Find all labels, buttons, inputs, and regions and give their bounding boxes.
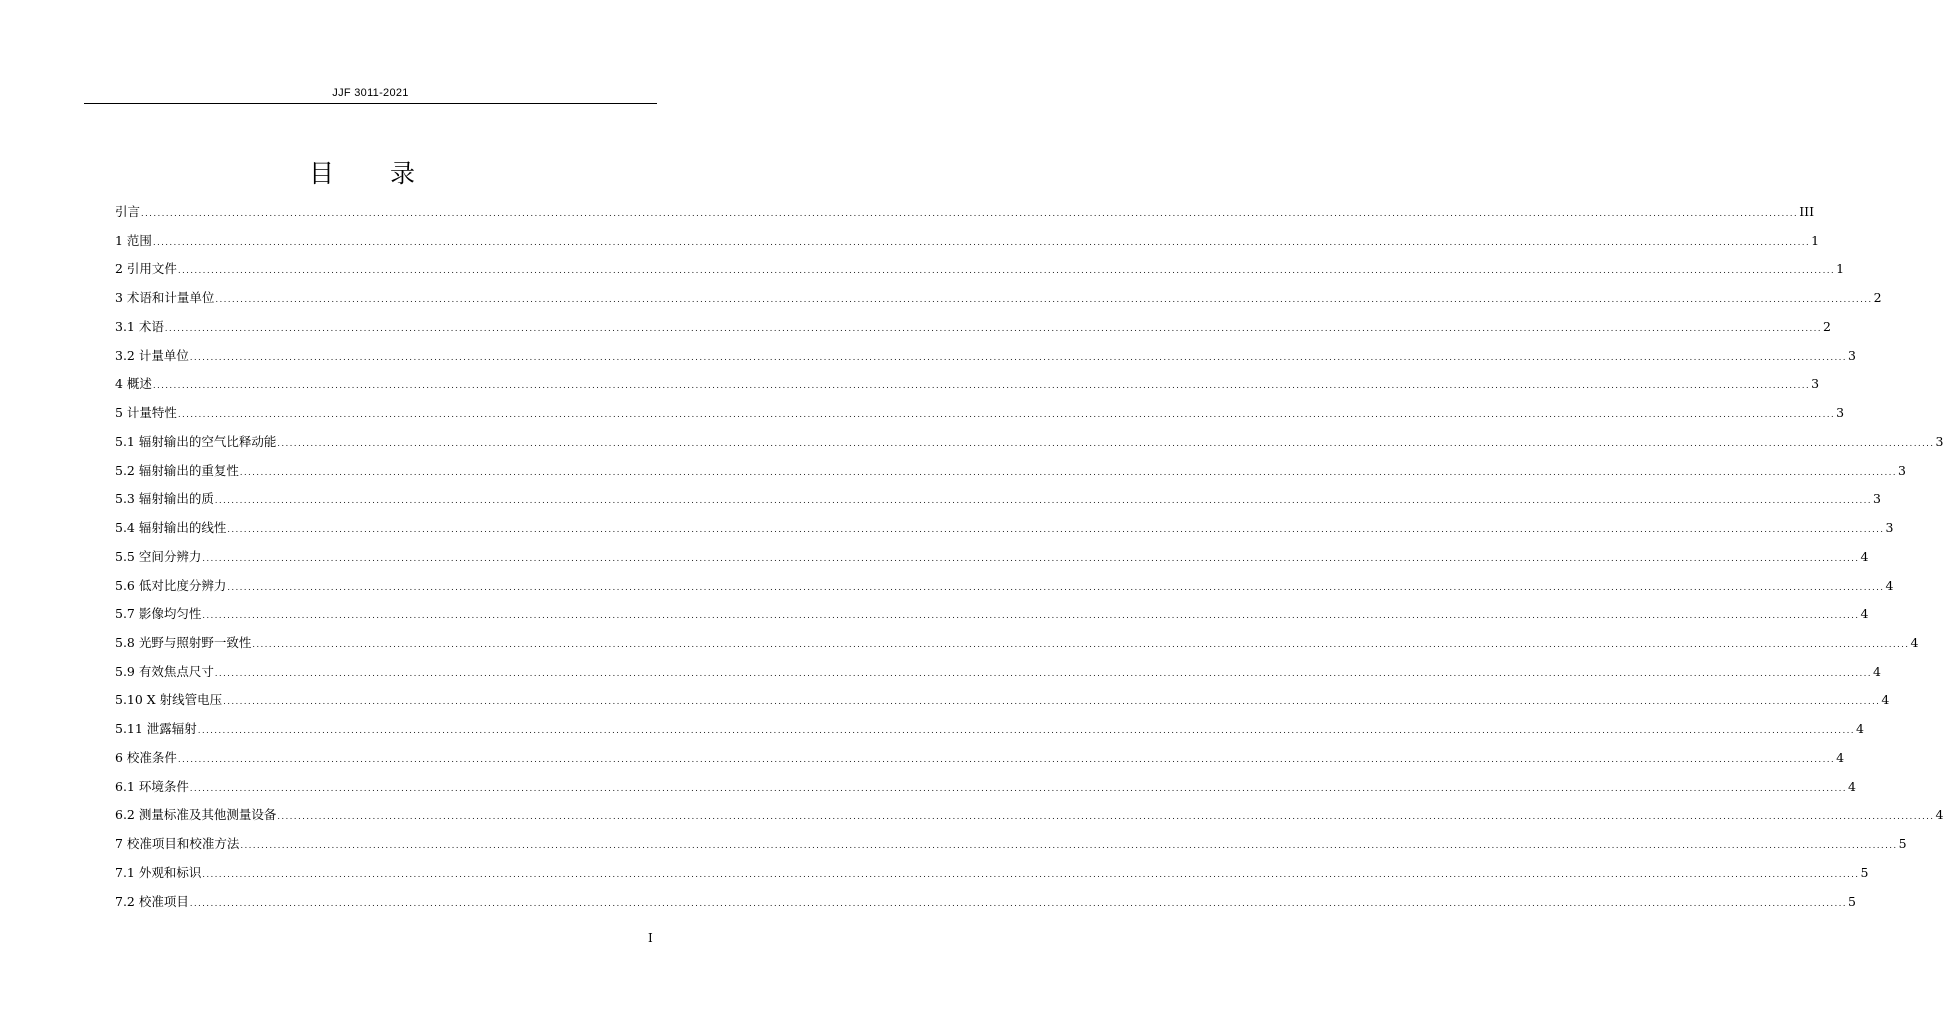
toc-entry-page: 5	[1898, 836, 1907, 852]
toc-leader-dots: ................................................................................................................................................................................................................................................................................................................................................................................................................	[215, 295, 1873, 305]
toc-entry-page: 3	[1848, 347, 1856, 363]
toc-entry[interactable]	[115, 576, 1894, 605]
toc-entry[interactable]	[115, 403, 1845, 432]
toc-entry-page: 4	[1873, 663, 1881, 679]
toc-entry[interactable]	[115, 346, 1856, 375]
toc-entry-label: 5.5 空间分辨力	[115, 548, 202, 564]
toc-entry[interactable]	[115, 748, 1845, 777]
toc-entry-page: 3	[1811, 376, 1820, 392]
header-rule	[84, 103, 657, 104]
toc-entry[interactable]	[115, 374, 1820, 403]
toc-entry-label: 5.10 X 射线管电压	[115, 692, 223, 708]
toc-entry-label: 7.2 校准项目	[115, 893, 189, 909]
toc-entry-page: 5	[1860, 864, 1869, 880]
toc-entry-page: 2	[1873, 290, 1882, 306]
toc-entry[interactable]	[115, 863, 1869, 892]
toc-entry-label: 5.4 辐射输出的线性	[115, 520, 227, 536]
toc-entry[interactable]	[115, 518, 1894, 547]
toc-leader-dots: ................................................................................................................................................................................................................................................................................................................................................................................................................	[227, 525, 1885, 535]
toc-leader-dots: ................................................................................................................................................................................................................................................................................................................................................................................................................	[202, 611, 1860, 621]
toc-entry-label: 1 范围	[115, 232, 152, 248]
toc-entry-label: 7.1 外观和标识	[115, 864, 202, 880]
page-title: 目 录	[309, 159, 439, 188]
toc-entry-page: 5	[1848, 893, 1856, 909]
toc-entry[interactable]	[115, 432, 1944, 461]
toc-entry-page: 3	[1898, 462, 1906, 478]
toc-entry[interactable]	[115, 231, 1820, 260]
toc-leader-dots: ................................................................................................................................................................................................................................................................................................................................................................................................................	[214, 496, 1873, 506]
toc-entry[interactable]	[115, 547, 1869, 576]
toc-entry-page: 3	[1885, 520, 1894, 536]
toc-entry[interactable]	[115, 805, 1944, 834]
toc-leader-dots: ................................................................................................................................................................................................................................................................................................................................................................................................................	[227, 582, 1885, 592]
toc-entry-label: 5.1 辐射输出的空气比释动能	[115, 433, 277, 449]
toc-entry-label: 5.2 辐射输出的重复性	[115, 462, 239, 478]
toc-leader-dots: ................................................................................................................................................................................................................................................................................................................................................................................................................	[240, 841, 1898, 851]
toc-entry[interactable]	[115, 317, 1831, 346]
toc-entry-page: 4	[1836, 749, 1845, 765]
toc-leader-dots: ................................................................................................................................................................................................................................................................................................................................................................................................................	[189, 352, 1848, 362]
toc-leader-dots: ................................................................................................................................................................................................................................................................................................................................................................................................................	[177, 410, 1836, 420]
toc-entry-label: 5.3 辐射输出的质	[115, 491, 214, 507]
running-header: JJF 3011-2021	[332, 87, 409, 99]
toc-entry-label: 3.2 计量单位	[115, 347, 189, 363]
toc-leader-dots: ................................................................................................................................................................................................................................................................................................................................................................................................................	[141, 209, 1799, 218]
toc-entry[interactable]	[115, 719, 1864, 748]
toc-entry-page: 4	[1885, 577, 1894, 593]
toc-entry[interactable]	[115, 461, 1906, 490]
toc-entry-page: 3	[1836, 405, 1845, 421]
toc-leader-dots: ................................................................................................................................................................................................................................................................................................................................................................................................................	[202, 553, 1860, 563]
toc-leader-dots: ................................................................................................................................................................................................................................................................................................................................................................................................................	[252, 640, 1910, 650]
toc-leader-dots: ................................................................................................................................................................................................................................................................................................................................................................................................................	[164, 323, 1823, 333]
toc-entry-page: 3	[1935, 433, 1944, 449]
toc-leader-dots: ................................................................................................................................................................................................................................................................................................................................................................................................................	[277, 812, 1935, 822]
toc-leader-dots: ................................................................................................................................................................................................................................................................................................................................................................................................................	[277, 438, 1935, 448]
toc-entry-page: 2	[1823, 318, 1831, 334]
toc-entry-label: 6.2 测量标准及其他测量设备	[115, 807, 277, 823]
toc-entry[interactable]	[115, 777, 1856, 806]
toc-entry-label: 3 术语和计量单位	[115, 290, 215, 306]
table-of-contents	[115, 202, 1944, 920]
toc-entry-page: 4	[1860, 606, 1869, 622]
toc-entry-page: 4	[1935, 807, 1944, 823]
toc-entry[interactable]	[115, 690, 1890, 719]
toc-leader-dots: ................................................................................................................................................................................................................................................................................................................................................................................................................	[152, 381, 1811, 391]
toc-entry[interactable]	[115, 604, 1869, 633]
toc-entry[interactable]	[115, 202, 1815, 231]
toc-entry[interactable]	[115, 489, 1881, 518]
toc-entry[interactable]	[115, 288, 1882, 317]
toc-entry-page: 4	[1856, 721, 1864, 737]
toc-leader-dots: ................................................................................................................................................................................................................................................................................................................................................................................................................	[189, 783, 1848, 793]
toc-entry[interactable]	[115, 633, 1919, 662]
toc-entry-label: 5 计量特性	[115, 405, 177, 421]
toc-entry[interactable]	[115, 892, 1856, 921]
toc-entry-page: 3	[1873, 491, 1881, 507]
toc-entry-label: 2 引用文件	[115, 261, 177, 277]
toc-leader-dots: ................................................................................................................................................................................................................................................................................................................................................................................................................	[197, 726, 1855, 736]
toc-entry-page: 1	[1836, 261, 1845, 277]
toc-leader-dots: ................................................................................................................................................................................................................................................................................................................................................................................................................	[189, 898, 1848, 908]
toc-entry-page: III	[1799, 204, 1815, 219]
toc-entry-label: 5.11 泄露辐射	[115, 721, 197, 737]
toc-entry-label: 4 概述	[115, 376, 152, 392]
toc-entry-label: 7 校准项目和校准方法	[115, 836, 240, 852]
toc-leader-dots: ................................................................................................................................................................................................................................................................................................................................................................................................................	[202, 869, 1860, 879]
toc-entry-label: 6.1 环境条件	[115, 778, 189, 794]
toc-entry-label: 引言	[115, 204, 141, 219]
toc-entry-label: 3.1 术语	[115, 318, 164, 334]
toc-leader-dots: ................................................................................................................................................................................................................................................................................................................................................................................................................	[223, 697, 1881, 707]
toc-leader-dots: ................................................................................................................................................................................................................................................................................................................................................................................................................	[177, 266, 1836, 276]
toc-entry-label: 5.6 低对比度分辨力	[115, 577, 227, 593]
toc-entry[interactable]	[115, 259, 1845, 288]
toc-leader-dots: ................................................................................................................................................................................................................................................................................................................................................................................................................	[152, 237, 1811, 247]
toc-entry-page: 4	[1881, 692, 1890, 708]
toc-entry-page: 4	[1848, 778, 1856, 794]
toc-entry[interactable]	[115, 834, 1907, 863]
toc-leader-dots: ................................................................................................................................................................................................................................................................................................................................................................................................................	[239, 467, 1898, 477]
toc-entry-label: 5.8 光野与照射野一致性	[115, 635, 252, 651]
page-number: I	[648, 931, 653, 945]
toc-entry-page: 4	[1860, 548, 1869, 564]
toc-entry-label: 6 校准条件	[115, 749, 177, 765]
toc-entry-page: 4	[1910, 635, 1919, 651]
toc-leader-dots: ................................................................................................................................................................................................................................................................................................................................................................................................................	[214, 668, 1873, 678]
toc-entry[interactable]	[115, 662, 1881, 691]
toc-entry-label: 5.7 影像均匀性	[115, 606, 202, 622]
toc-leader-dots: ................................................................................................................................................................................................................................................................................................................................................................................................................	[177, 754, 1836, 764]
toc-entry-label: 5.9 有效焦点尺寸	[115, 663, 214, 679]
toc-entry-page: 1	[1811, 232, 1820, 248]
